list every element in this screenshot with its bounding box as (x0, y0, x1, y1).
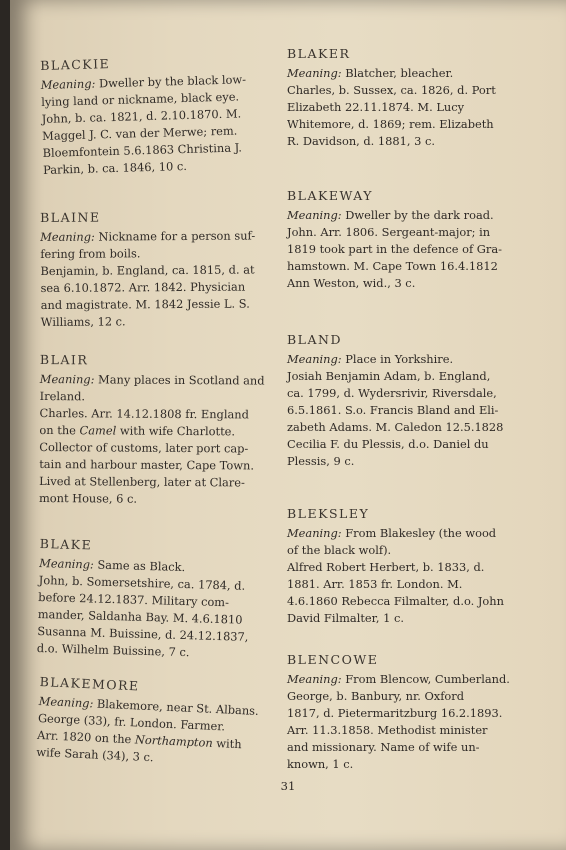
entry-line: 1819 took part in the defence of Gra- (287, 242, 502, 256)
entry-line: tain and harbour master, Cape Town. (39, 456, 255, 473)
entry-line: Collector of customs, later port cap- (39, 439, 249, 456)
entry-surname: BLAND (287, 332, 342, 347)
entry-line: Charles, b. Sussex, ca. 1826, d. Port (287, 83, 496, 97)
meaning-label: Meaning: (39, 555, 95, 572)
entry-line: and missionary. Name of wife un- (287, 740, 480, 754)
entry-line: David Filmalter, 1 c. (287, 611, 404, 625)
entry-line: Josiah Benjamin Adam, b. England, (287, 369, 491, 383)
meaning-label: Meaning: (40, 76, 96, 92)
entry-line: Alfred Robert Herbert, b. 1833, d. (287, 560, 485, 574)
entry-line: Arr. 11.3.1858. Methodist minister (287, 723, 488, 737)
entry-line: George (33), fr. London. Farmer. (37, 710, 226, 734)
entry-line: Meaning: Dweller by the black low- (40, 72, 247, 92)
entry-line: fering from boils. (40, 246, 141, 261)
entry-bland (287, 332, 547, 470)
entry-blake (37, 536, 270, 663)
entry-line: d.o. Wilhelm Buissine, 7 c. (36, 640, 190, 660)
meaning-label: Meaning: (287, 208, 342, 222)
entry-blaine (40, 208, 271, 331)
entry-line: mander, Saldanha Bay. M. 4.6.1810 (37, 606, 243, 627)
entry-line: before 24.12.1837. Military com- (38, 589, 230, 610)
entry-line: sea 6.10.1872. Arr. 1842. Physician (40, 279, 246, 295)
entry-line: Meaning: Many places in Scotland and (39, 371, 265, 388)
entry-line: Cecilia F. du Plessis, d.o. Daniel du (287, 437, 489, 451)
entry-surname: BLACKIE (40, 56, 111, 73)
entry-line: R. Davidson, d. 1881, 3 c. (287, 134, 436, 148)
entry-line: Parkin, b. ca. 1846, 10 c. (42, 158, 188, 177)
book-page (10, 0, 566, 850)
entry-line: John. Arr. 1806. Sergeant-major; in (287, 225, 491, 239)
entry-surname: BLAKE (39, 536, 93, 553)
entry-blair (39, 352, 270, 509)
entry-line: hamstown. M. Cape Town 16.4.1812 (287, 259, 498, 273)
entry-line: Charles. Arr. 14.12.1808 fr. England (39, 405, 249, 422)
entry-line: 1881. Arr. 1853 fr. London. M. (287, 577, 463, 591)
entry-blaker (287, 46, 547, 150)
entry-line: Ireland. (39, 388, 86, 404)
entry-line: 6.5.1861. S.o. Francis Bland and Eli- (287, 403, 499, 417)
entry-surname: BLAIR (39, 352, 89, 368)
entry-line: Meaning: Dweller by the dark road. (287, 208, 494, 222)
entry-blakeway (287, 188, 547, 292)
entry-line: of the black wolf). (287, 543, 392, 557)
entry-line: on the Camel with wife Charlotte. (39, 422, 236, 439)
entry-bleksley (287, 506, 547, 627)
entry-line: Whitemore, d. 1869; rem. Elizabeth (287, 117, 494, 131)
entry-line: Williams, 12 c. (40, 314, 126, 329)
meaning-label: Meaning: (38, 693, 94, 711)
entry-line: Meaning: Place in Yorkshire. (287, 352, 454, 366)
entry-line: Meaning: Same as Black. (39, 555, 186, 575)
entry-line: wife Sarah (34), 3 c. (36, 744, 154, 765)
entry-line: Maggel J. C. van der Merwe; rem. (41, 123, 238, 143)
meaning-label: Meaning: (287, 672, 342, 686)
entry-line: Meaning: Nickname for a person suf- (40, 228, 256, 244)
meaning-label: Meaning: (39, 371, 95, 387)
entry-line: Lived at Stellenberg, later at Clare- (39, 473, 245, 490)
entry-line: Arr. 1820 on the Northampton with (36, 727, 242, 752)
entry-line: ca. 1799, d. Wydersrivir, Riversdale, (287, 386, 497, 400)
entry-line: Benjamin, b. England, ca. 1815, d. at (40, 262, 255, 278)
entry-line: George, b. Banbury, nr. Oxford (287, 689, 465, 703)
entry-line: and magistrate. M. 1842 Jessie L. S. (40, 296, 250, 312)
entry-line: 4.6.1860 Rebecca Filmalter, d.o. John (287, 594, 504, 608)
entry-line: Meaning: From Blencow, Cumberland. (287, 672, 510, 686)
entry-line: Susanna M. Buissine, d. 24.12.1837, (37, 623, 249, 644)
entry-surname: BLAKEMORE (39, 674, 140, 694)
entry-blakemore (36, 674, 270, 771)
meaning-label: Meaning: (287, 526, 342, 540)
entry-line: Meaning: Blatcher, bleacher. (287, 66, 454, 80)
entry-blackie (40, 52, 273, 179)
entry-line: Elizabeth 22.11.1874. M. Lucy (287, 100, 465, 114)
entry-line: John, b. ca. 1821, d. 2.10.1870. M. (41, 106, 242, 126)
meaning-label: Meaning: (287, 66, 342, 80)
entry-line: John, b. Somersetshire, ca. 1784, d. (38, 572, 246, 593)
entry-surname: BLAKER (287, 46, 351, 61)
entry-line: lying land or nickname, black eye. (41, 89, 240, 109)
entry-surname: BLAKEWAY (287, 188, 373, 203)
entry-blencowe (287, 652, 547, 773)
entry-line: Meaning: From Blakesley (the wood (287, 526, 497, 540)
entry-line: known, 1 c. (287, 757, 354, 771)
entry-line: zabeth Adams. M. Caledon 12.5.1828 (287, 420, 504, 434)
page-number: 31 (280, 779, 296, 793)
entry-surname: BLAINE (40, 209, 101, 225)
entry-surname: BLEKSLEY (287, 506, 370, 521)
entry-line: Meaning: Blakemore, near St. Albans. (38, 693, 259, 718)
meaning-label: Meaning: (287, 352, 342, 366)
entry-line: 1817, d. Pietermaritzburg 16.2.1893. (287, 706, 503, 720)
entry-surname: BLENCOWE (287, 652, 379, 667)
meaning-label: Meaning: (40, 229, 95, 244)
entry-line: Plessis, 9 c. (287, 454, 355, 468)
entry-line: Ann Weston, wid., 3 c. (287, 276, 416, 290)
entry-line: mont House, 6 c. (38, 490, 138, 506)
entry-line: Bloemfontein 5.6.1863 Christina J. (42, 140, 243, 160)
